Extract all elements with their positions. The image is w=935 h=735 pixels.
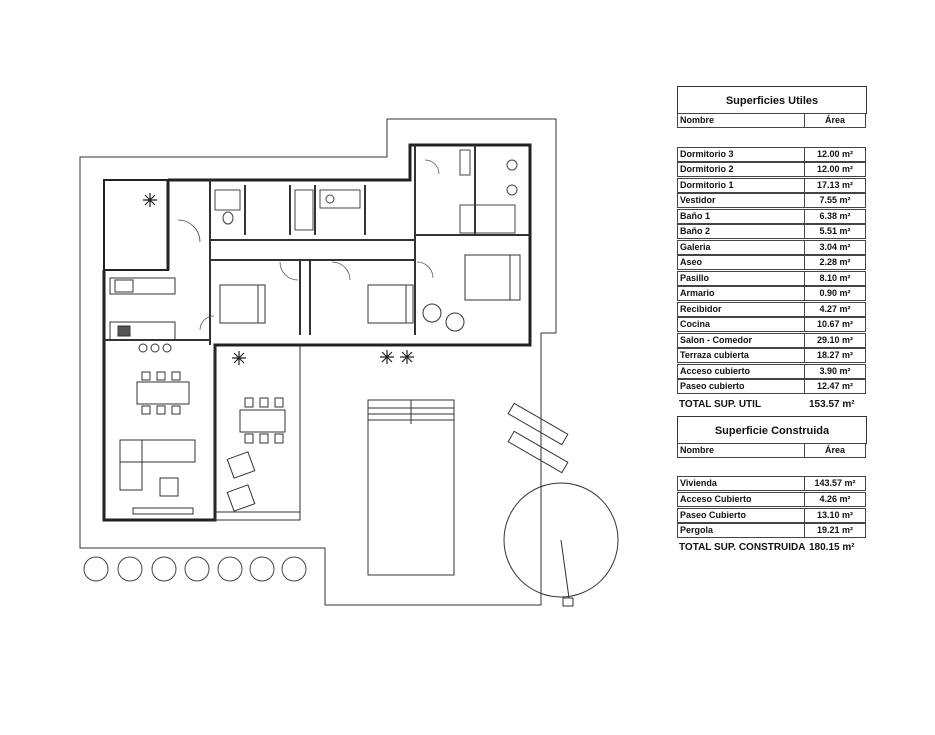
room-area: 18.27 m² (804, 348, 866, 363)
sofa (120, 440, 195, 514)
superficies-utiles-table (677, 86, 867, 416)
room-name: Salon - Comedor (677, 333, 805, 348)
item-name: Vivienda (677, 476, 805, 491)
superficie-construida-table (677, 416, 867, 566)
total-sup-construida (679, 542, 855, 553)
item-name: Paseo Cubierto (677, 508, 805, 523)
column-area-header: Área (804, 443, 866, 458)
room-area: 17.13 m² (804, 178, 866, 193)
room-name: Baño 1 (677, 209, 805, 224)
room-area: 12.47 m² (804, 379, 866, 394)
room-name: Galeria (677, 240, 805, 255)
table-title: Superficie Construida (677, 416, 867, 444)
item-area: 13.10 m² (804, 508, 866, 523)
room-name: Acceso cubierto (677, 364, 805, 379)
item-area: 4.26 m² (804, 492, 866, 507)
room-area: 3.90 m² (804, 364, 866, 379)
room-area: 29.10 m² (804, 333, 866, 348)
room-area: 3.04 m² (804, 240, 866, 255)
room-name: Dormitorio 1 (677, 178, 805, 193)
room-name: Dormitorio 3 (677, 147, 805, 162)
column-name-header: Nombre (677, 443, 805, 458)
doors (178, 160, 439, 330)
item-name: Acceso Cubierto (677, 492, 805, 507)
item-area: 19.21 m² (804, 523, 866, 538)
room-name: Vestidor (677, 193, 805, 208)
room-name: Aseo (677, 255, 805, 270)
room-area: 6.38 m² (804, 209, 866, 224)
total-label: TOTAL SUP. CONSTRUIDA (679, 542, 806, 553)
pool (368, 400, 454, 575)
site-boundary (80, 119, 556, 605)
total-value: 153.57 m² (809, 399, 855, 410)
room-area: 12.00 m² (804, 162, 866, 177)
room-area: 2.28 m² (804, 255, 866, 270)
dining-table (137, 372, 189, 414)
item-name: Pergola (677, 523, 805, 538)
room-area: 0.90 m² (804, 286, 866, 301)
round-pergola (504, 483, 618, 606)
house-walls (104, 145, 530, 520)
room-area: 8.10 m² (804, 271, 866, 286)
tree-row (84, 557, 306, 581)
column-name-header: Nombre (677, 113, 805, 128)
room-name: Armario (677, 286, 805, 301)
column-area-header: Área (804, 113, 866, 128)
room-name: Terraza cubierta (677, 348, 805, 363)
room-area: 4.27 m² (804, 302, 866, 317)
room-name: Recibidor (677, 302, 805, 317)
room-name: Paseo cubierto (677, 379, 805, 394)
item-area: 143.57 m² (804, 476, 866, 491)
total-label: TOTAL SUP. UTIL (679, 399, 762, 410)
room-area: 10.67 m² (804, 317, 866, 332)
room-area: 7.55 m² (804, 193, 866, 208)
table-title: Superficies Utiles (677, 86, 867, 114)
room-name: Dormitorio 2 (677, 162, 805, 177)
room-area: 12.00 m² (804, 147, 866, 162)
total-sup-util (679, 399, 855, 410)
room-area: 5.51 m² (804, 224, 866, 239)
room-name: Cocina (677, 317, 805, 332)
sun-loungers (508, 403, 568, 472)
room-name: Pasillo (677, 271, 805, 286)
room-name: Baño 2 (677, 224, 805, 239)
beds (220, 255, 520, 323)
total-value: 180.15 m² (809, 542, 855, 553)
